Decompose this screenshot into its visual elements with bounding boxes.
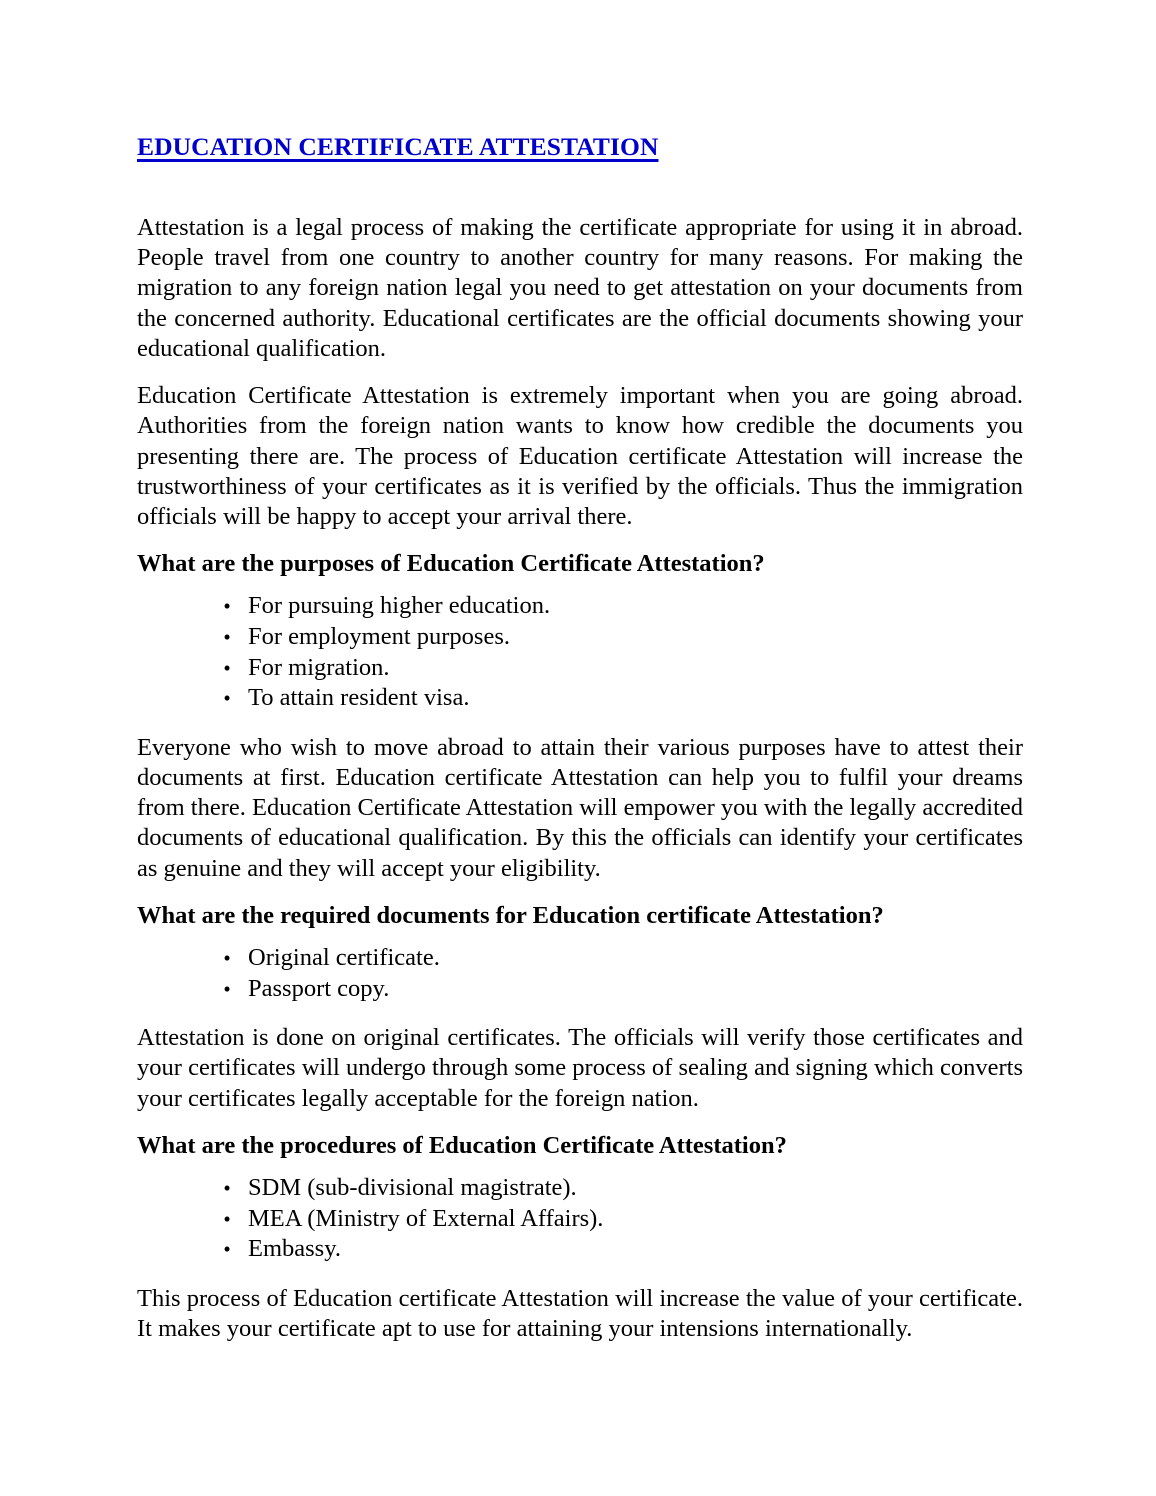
bullet-icon: •: [223, 594, 231, 619]
original-certificates-paragraph: Attestation is done on original certificates. The officials will verify those certificates and your certificates will undergo through some process of sealing and signing which converts your certificates legally acceptable for the foreign nation.: [137, 1024, 1023, 1112]
list-item-label: Embassy.: [248, 1235, 341, 1263]
bullet-icon: •: [223, 1206, 231, 1231]
bullet-icon: •: [223, 1175, 231, 1200]
required-documents-list: [137, 943, 1023, 1004]
list-item: [137, 653, 1023, 684]
list-item-label: For employment purposes.: [248, 622, 510, 650]
required-documents-heading: What are the required documents for Education certificate Attestation?: [137, 901, 884, 929]
list-item-label: To attain resident visa.: [248, 684, 470, 712]
list-item: [137, 591, 1023, 622]
bullet-icon: •: [223, 655, 231, 680]
procedures-heading: What are the procedures of Education Certificate Attestation?: [137, 1131, 787, 1159]
list-item: [137, 1234, 1023, 1265]
intro-paragraph: Attestation is a legal process of making the certificate appropriate for using it in abroad. People travel from one country to another country for many reasons. For making the migration to any foreign nation legal you need to get attestation on your documents from the concerned authority. Educational certificates are the official documents showing your educational qualification.: [137, 214, 1023, 362]
importance-paragraph: Education Certificate Attestation is extremely important when you are going abroad. Authorities from the foreign nation wants to know how credible the documents you presenting there are. The process of Education certificate Attestation will increase the trustworthiness of your certificates as it is verified by the officials. Thus the immigration officials will be happy to accept your arrival there.: [137, 382, 1023, 530]
list-item: [137, 1204, 1023, 1235]
procedures-list: [137, 1173, 1023, 1265]
conclusion-paragraph: This process of Education certificate Attestation will increase the value of your certificate. It makes your certificate apt to use for attaining your intensions internationally.: [137, 1284, 1023, 1342]
list-item: [137, 683, 1023, 714]
list-item: [137, 1173, 1023, 1204]
document-title-container: [137, 132, 1023, 188]
list-item: [137, 622, 1023, 653]
bullet-icon: •: [223, 976, 231, 1001]
everyone-paragraph: Everyone who wish to move abroad to attain their various purposes have to attest their documents at first. Education certificate Attestation can help you to fulfil your dreams from there. Education Certificate Attestation will empower you with the legally accredited documents of educational qualification. By this the officials can identify your certificates as genuine and they will accept your eligibility.: [137, 733, 1023, 882]
list-item-label: MEA (Ministry of External Affairs).: [248, 1204, 604, 1232]
list-item-label: Original certificate.: [248, 943, 440, 971]
list-item: [137, 943, 1023, 974]
list-item-label: Passport copy.: [248, 974, 390, 1002]
bullet-icon: •: [223, 945, 231, 970]
bullet-icon: •: [223, 624, 231, 649]
page-title: EDUCATION CERTIFICATE ATTESTATION: [137, 132, 659, 161]
bullet-icon: •: [223, 1237, 231, 1262]
list-item-label: SDM (sub-divisional magistrate).: [248, 1173, 577, 1201]
purposes-heading: What are the purposes of Education Certificate Attestation?: [137, 550, 765, 578]
list-item: [137, 974, 1023, 1005]
document-body: [137, 132, 1023, 1361]
bullet-icon: •: [223, 686, 231, 711]
list-item-label: For migration.: [248, 653, 390, 681]
purposes-list: [137, 591, 1023, 713]
list-item-label: For pursuing higher education.: [248, 592, 551, 620]
